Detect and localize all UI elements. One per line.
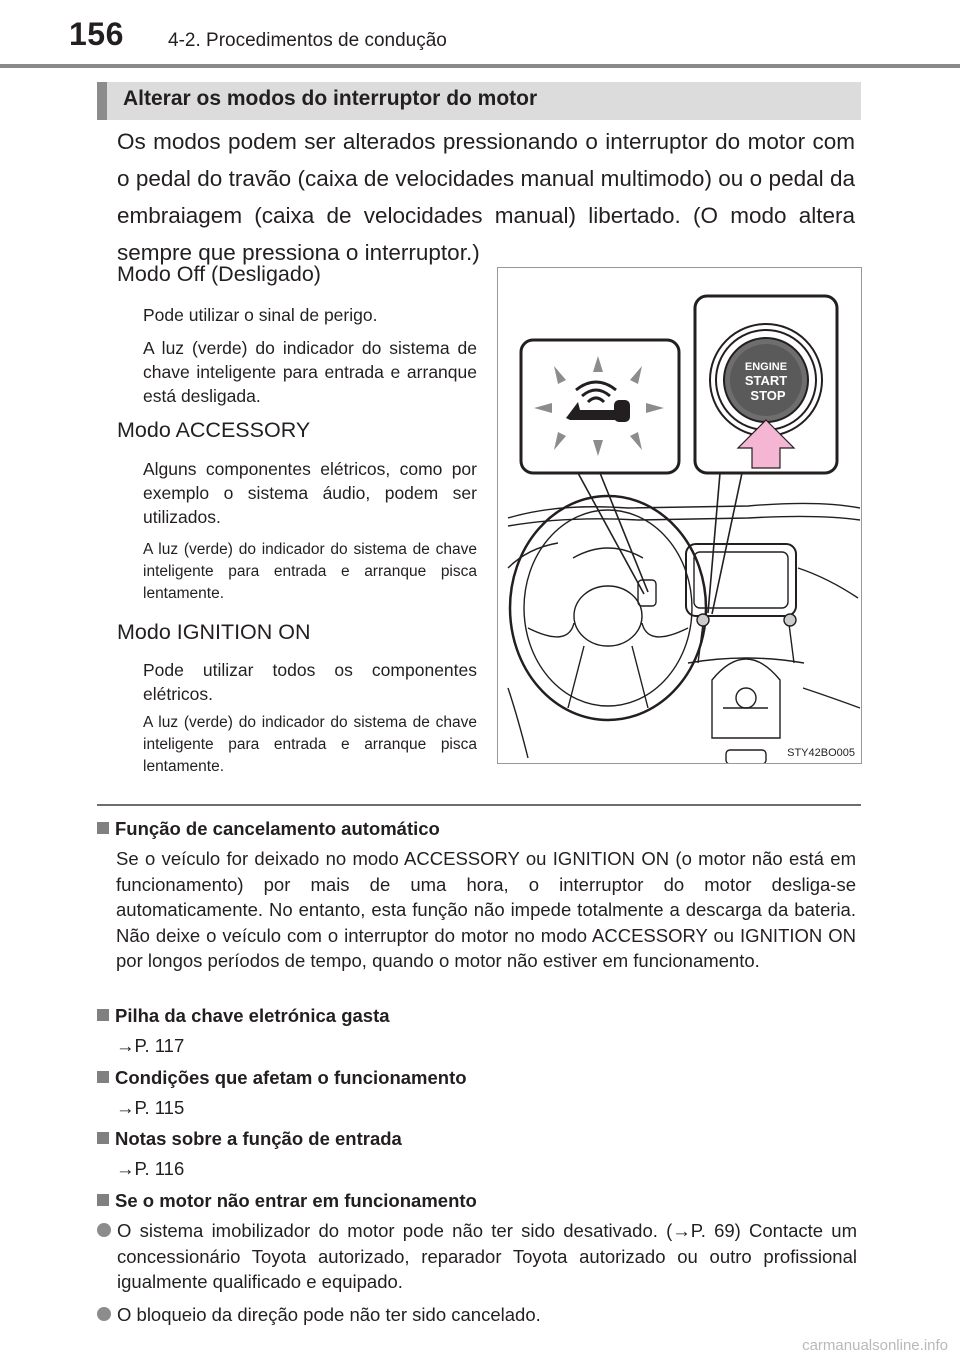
- ref-entry-notes[interactable]: →P. 116: [116, 1158, 185, 1179]
- mode-ignition-line-2: A luz (verde) do indicador do sistema de chave inteligente para entrada e arranque pisca lentamente.: [143, 714, 477, 775]
- section-title-bar: [97, 82, 861, 120]
- bullet-item-steering-lock: O bloqueio da direção pode não ter sido cancelado.: [97, 1302, 857, 1328]
- round-bullet-icon: [97, 1223, 111, 1237]
- page-number: 156: [69, 16, 124, 52]
- illustration-code: STY42BO005: [787, 747, 855, 759]
- intro-paragraph: Os modos podem ser alterados pressionando o interruptor do motor com o pedal do travão (caixa de velocidades manual multimodo) ou o pedal da embraiagem (caixa de velocidades manual) libertado. (O modo altera sempre que pressiona o interruptor.): [117, 129, 855, 265]
- note-body-auto-cancel: Se o veículo for deixado no modo ACCESSORY ou IGNITION ON (o motor não está em funcionamento) por mais de uma hora, o interruptor do motor desliga-se automaticamente. No entanto, esta função não impede totalmente a descarga da bateria. Não deixe o veículo com o interruptor do motor no modo ACCESSORY ou IGNITION ON por longos períodos de tempo, quando o motor não estiver em funcionamento.: [116, 848, 856, 971]
- square-bullet-icon: [97, 1009, 109, 1021]
- square-bullet-icon: [97, 822, 109, 834]
- chapter-title: 4-2. Procedimentos de condução: [168, 30, 447, 51]
- mode-ignition-title: Modo IGNITION ON: [117, 620, 311, 644]
- note-heading-conditions: Condições que afetam o funcionamento: [97, 1067, 467, 1089]
- note-heading-auto-cancel: Função de cancelamento automático: [97, 818, 440, 840]
- dashboard-drawing: [498, 268, 862, 764]
- engine-button-text-2: START: [744, 373, 788, 388]
- square-bullet-icon: [97, 1194, 109, 1206]
- engine-button-text-1: ENGINE: [744, 361, 788, 373]
- square-bullet-icon: [97, 1132, 109, 1144]
- bullet-item-immobilizer: O sistema imobilizador do motor pode não ter sido desativado. (→P. 69) Contacte um concessionário Toyota autorizado, reparador Toyota autorizado ou outro profissional igualmente qualificado e equipado.: [97, 1218, 857, 1295]
- mode-off-line-1: Pode utilizar o sinal de perigo.: [143, 305, 378, 325]
- engine-button-text-3: STOP: [750, 388, 786, 403]
- mode-accessory-line-2: A luz (verde) do indicador do sistema de chave inteligente para entrada e arranque pisca lentamente.: [143, 541, 477, 602]
- mode-off-line-2: A luz (verde) do indicador do sistema de chave inteligente para entrada e arranque está desligada.: [143, 338, 477, 406]
- section-divider: [97, 804, 861, 806]
- dashboard-illustration: [497, 267, 862, 764]
- mode-accessory-title: Modo ACCESSORY: [117, 418, 311, 442]
- round-bullet-icon: [97, 1307, 111, 1321]
- note-heading-entry-notes: Notas sobre a função de entrada: [97, 1128, 402, 1150]
- watermark: carmanualsonline.info: [802, 1337, 948, 1354]
- mode-accessory-line-1: Alguns componentes elétricos, como por exemplo o sistema áudio, podem ser utilizados.: [143, 459, 477, 527]
- section-title: Alterar os modos do interruptor do motor: [123, 87, 538, 110]
- note-heading-engine-no-start: Se o motor não entrar em funcionamento: [97, 1190, 477, 1212]
- ref-key-battery[interactable]: →P. 117: [116, 1035, 185, 1056]
- note-heading-key-battery: Pilha da chave eletrónica gasta: [97, 1005, 390, 1027]
- mode-ignition-line-1: Pode utilizar todos os componentes elétricos.: [143, 660, 477, 704]
- mode-off-title: Modo Off (Desligado): [117, 262, 321, 286]
- header-rule: [0, 64, 960, 68]
- ref-conditions[interactable]: →P. 115: [116, 1097, 185, 1118]
- square-bullet-icon: [97, 1071, 109, 1083]
